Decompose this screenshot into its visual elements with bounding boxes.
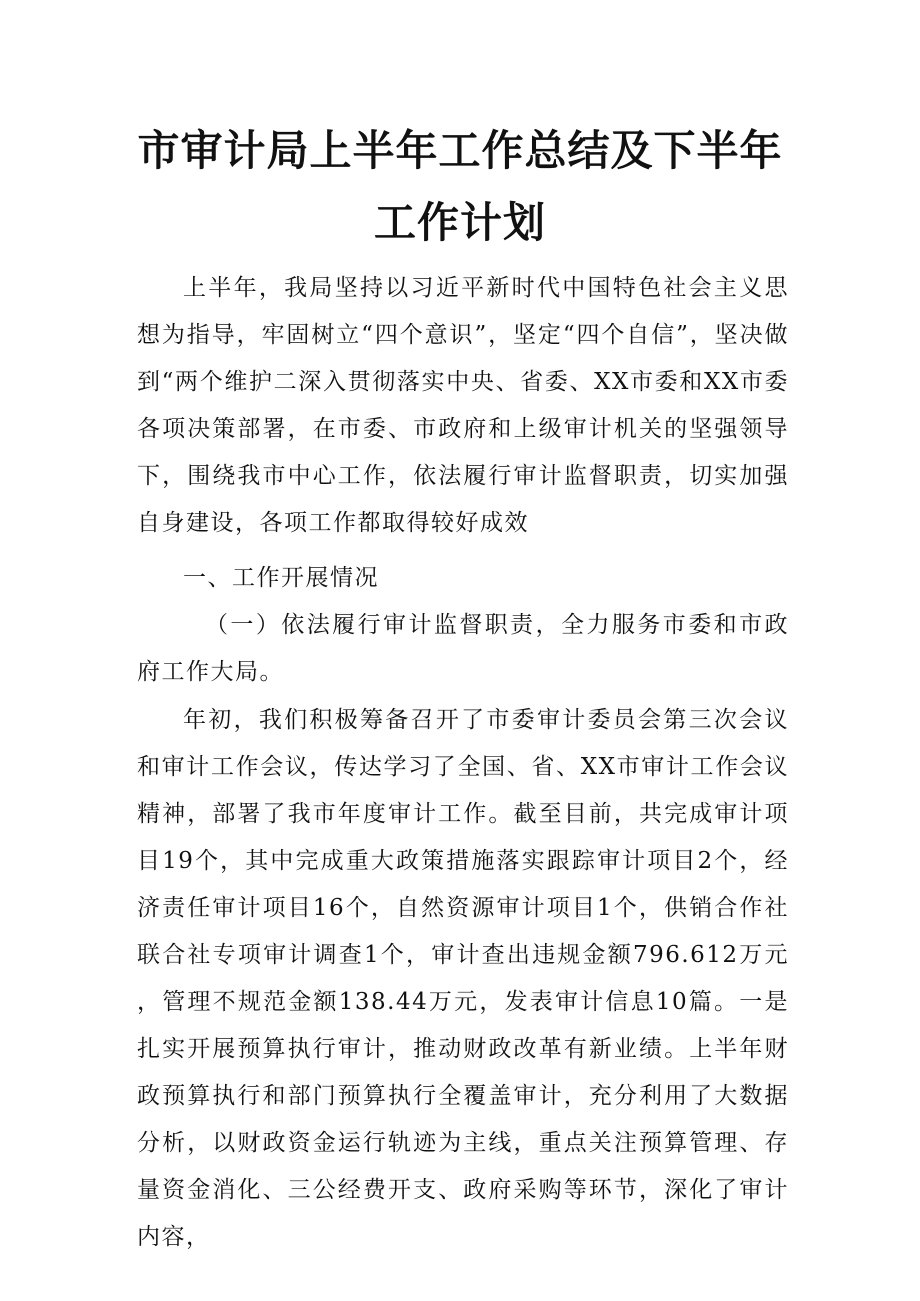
document-title-line-1: 市审计局上半年工作总结及下半年 (137, 126, 783, 175)
body-paragraph: 年初，我们积极筹备召开了市委审计委员会第三次会议和审计工作会议，传达学习了全国、省、XX市审计工作会议精神，部署了我市年度审计工作。截至目前，共完成审计项目19个，其中完成重大政策措施落实跟踪审计项目2个，经济责任审计项目16个，自然资源审计项目1个，供销合作社联合社专项审计调查1个，审计查出违规金额796.612万元，管理不规范金额138.44万元，发表审计信息10篇。一是扎实开展预算执行审计，推动财政改革有新业绩。上半年财政预算执行和部门预算执行全覆盖审计，充分利用了大数据分析，以财政资金运行轨迹为主线，重点关注预算管理、存量资金消化、三公经费开支、政府采购等环节，深化了审计内容， (137, 707, 789, 1250)
section-heading: 一、工作开展情况 (183, 565, 379, 591)
document-title-line-2: 工作计划 (373, 198, 546, 247)
intro-paragraph: 上半年，我局坚持以习近平新时代中国特色社会主义思想为指导，牢固树立“四个意识”，坚定“四个自信”，坚决做到“两个维护二深入贯彻落实中央、省委、XX市委和XX市委各项决策部署，在市委、市政府和上级审计机关的坚强领导下，围绕我市中心工作，依法履行审计监督职责，切实加强自身建设，各项工作都取得较好成效 (137, 275, 789, 536)
subsection-heading: （一）依法履行审计监督职责，全力服务市委和市政府工作大局。 (137, 612, 789, 685)
